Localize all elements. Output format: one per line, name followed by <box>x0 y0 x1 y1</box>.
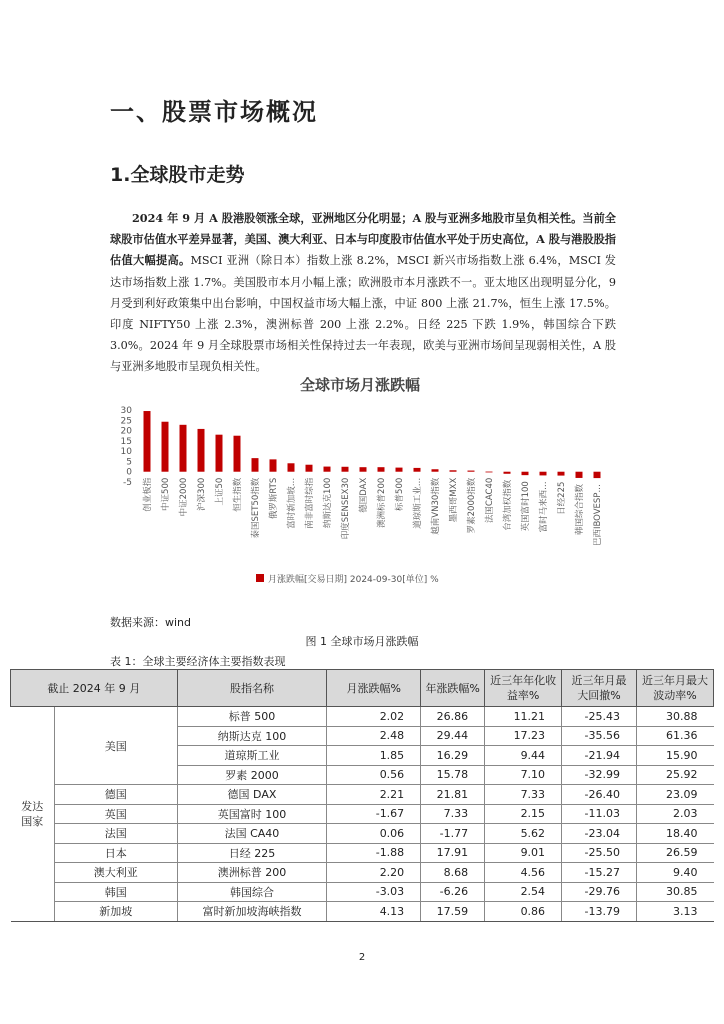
max-drawdown-cell: -13.79 <box>562 902 637 922</box>
paragraph-body: MSCI 亚洲（除日本）指数上涨 8.2%，MSCI 新兴市场指数上涨 6.4%，MSCI 发达市场指数上涨 1.7%。美国股市本月小幅上涨；欧洲股市本月涨跌不一。亚太地区出现明显分化，9 月受到利好政策集中出台影响，中国权益市场大幅上涨，中证 800 上涨 21.7%，恒生上涨 17.5%。印度 NIFTY50 上涨 2.3%，澳洲标普 200 上涨 2.2%。日经 225 下跌 1.9%，韩国综合下跌 3.0%。2024 年 9 月全球股票市场相关性保持过去一年表现，欧美与亚洲市场间呈现弱相关性，A 股与亚洲多地股市呈现负相关性。 <box>110 254 616 374</box>
table-row <box>11 707 714 727</box>
country-cell: 美国 <box>54 707 177 785</box>
data-source: 数据来源：wind <box>110 616 192 629</box>
monthly-change-cell: 0.06 <box>327 824 421 844</box>
max-drawdown-cell: -15.27 <box>562 863 637 883</box>
country-cell: 法国 <box>54 824 177 844</box>
x-tick-label: 沪深300 <box>197 477 207 511</box>
legend-swatch <box>256 574 264 582</box>
bar <box>504 472 511 474</box>
annualized-return-cell: 17.23 <box>485 726 562 746</box>
max-drawdown-cell: -26.40 <box>562 785 637 805</box>
bar <box>522 472 529 475</box>
bar <box>180 425 187 472</box>
yearly-change-cell: 26.86 <box>421 707 485 727</box>
figure-caption: 图 1 全球市场月涨跌幅 <box>305 635 419 648</box>
table-row <box>11 843 714 863</box>
paragraph-lead: 2024 年 9 月 A 股港股领涨全球，亚洲地区分化明显；A 股与亚洲多地股市呈负相关性。当前全球股市估值水平差异显著，美国、澳大利亚、日本与印度股市估值水平处于历史高位，A 股与港股股指估值大幅提高。 <box>110 211 616 268</box>
yearly-change-cell: 21.81 <box>421 785 485 805</box>
country-cell: 日本 <box>54 843 177 863</box>
x-tick-label: 富时新加坡… <box>287 477 297 529</box>
x-tick-label: 创业板指 <box>143 477 153 512</box>
max-drawdown-cell: -25.43 <box>562 707 637 727</box>
bar <box>162 422 169 472</box>
bar <box>558 472 565 476</box>
x-tick-label: 巴西IBOVESP… <box>593 484 603 547</box>
index-name-cell: 德国 DAX <box>177 785 327 805</box>
annualized-return-cell: 5.62 <box>485 824 562 844</box>
yearly-change-cell: 16.29 <box>421 746 485 766</box>
max-volatility-cell: 18.40 <box>637 824 714 844</box>
country-cell: 英国 <box>54 804 177 824</box>
index-name-cell: 富时新加坡海峡指数 <box>177 902 327 922</box>
index-name-cell: 日经 225 <box>177 843 327 863</box>
bar <box>324 467 331 472</box>
bar <box>216 435 223 472</box>
yearly-change-cell: 29.44 <box>421 726 485 746</box>
index-name-cell: 纳斯达克 100 <box>177 726 327 746</box>
x-tick-label: 中证500 <box>161 477 171 511</box>
annualized-return-cell: 2.54 <box>485 882 562 902</box>
x-tick-label: 韩国综合指数 <box>575 483 585 535</box>
monthly-change-cell: -1.67 <box>327 804 421 824</box>
bar <box>144 411 151 472</box>
max-drawdown-cell: -21.94 <box>562 746 637 766</box>
subsection-heading: 1.全球股市走势 <box>110 164 245 186</box>
monthly-change-cell: 0.56 <box>327 765 421 785</box>
y-tick-label: 10 <box>120 447 132 458</box>
annualized-return-cell: 2.15 <box>485 804 562 824</box>
bar <box>252 458 259 472</box>
annualized-return-cell: 0.86 <box>485 902 562 922</box>
max-volatility-cell: 9.40 <box>637 863 714 883</box>
yearly-change-cell: 17.91 <box>421 843 485 863</box>
x-tick-label: 台湾加权指数 <box>503 479 513 531</box>
x-tick-label: 英国富时100 <box>521 481 531 532</box>
x-tick-label: 墨西哥MXX <box>449 477 459 523</box>
bar <box>360 467 367 472</box>
bar <box>432 469 439 471</box>
bar <box>396 468 403 472</box>
index-name-cell: 英国富时 100 <box>177 804 327 824</box>
bar <box>342 467 349 472</box>
y-tick-label: 15 <box>120 436 132 447</box>
table-caption: 表 1：全球主要经济体主要指数表现 <box>110 655 286 668</box>
max-volatility-cell: 3.13 <box>637 902 714 922</box>
table-row <box>11 804 714 824</box>
x-tick-label: 标普500 <box>395 477 405 511</box>
monthly-change-cell: -1.88 <box>327 843 421 863</box>
monthly-change-cell: 4.13 <box>327 902 421 922</box>
index-name-cell: 标普 500 <box>177 707 327 727</box>
x-tick-label: 中证2000 <box>179 477 189 517</box>
bar <box>486 472 493 473</box>
index-name-cell: 法国 CA40 <box>177 824 327 844</box>
bar <box>576 472 583 478</box>
bar <box>540 472 547 476</box>
monthly-change-cell: 2.48 <box>327 726 421 746</box>
y-tick-label: 25 <box>120 416 132 427</box>
col-header-date: 截止 2024 年 9 月 <box>11 670 178 707</box>
group-label: 发达 国家 <box>11 707 55 922</box>
table-row <box>11 785 714 805</box>
max-drawdown-cell: -35.56 <box>562 726 637 746</box>
country-cell: 韩国 <box>54 882 177 902</box>
max-drawdown-cell: -25.50 <box>562 843 637 863</box>
y-tick-label: 5 <box>126 457 132 468</box>
col-header-yearly: 年涨跌幅% <box>421 670 485 707</box>
col-header-volatility: 近三年月最大波动率% <box>637 670 714 707</box>
x-tick-label: 印度SENSEX30 <box>341 477 351 540</box>
yearly-change-cell: 7.33 <box>421 804 485 824</box>
page-number: 2 <box>358 952 366 963</box>
col-header-index: 股指名称 <box>177 670 327 707</box>
bar <box>594 472 601 478</box>
annualized-return-cell: 9.01 <box>485 843 562 863</box>
col-header-drawdown: 近三年月最大回撤% <box>562 670 637 707</box>
col-header-monthly: 月涨跌幅% <box>327 670 421 707</box>
monthly-change-cell: 2.20 <box>327 863 421 883</box>
table-row <box>11 863 714 883</box>
bar <box>378 467 385 472</box>
x-tick-label: 道琼斯工业… <box>413 477 423 529</box>
bar <box>306 465 313 472</box>
x-tick-label: 富时马来西… <box>539 481 549 533</box>
body-paragraph <box>110 208 616 378</box>
max-volatility-cell: 2.03 <box>637 804 714 824</box>
bar <box>468 471 475 472</box>
x-tick-label: 泰国SET50指数 <box>251 477 261 539</box>
monthly-change-cell: 2.21 <box>327 785 421 805</box>
country-cell: 德国 <box>54 785 177 805</box>
bar <box>450 470 457 471</box>
max-drawdown-cell: -32.99 <box>562 765 637 785</box>
max-volatility-cell: 61.36 <box>637 726 714 746</box>
max-volatility-cell: 26.59 <box>637 843 714 863</box>
yearly-change-cell: 15.78 <box>421 765 485 785</box>
table-header-row <box>11 670 714 707</box>
annualized-return-cell: 7.33 <box>485 785 562 805</box>
x-tick-label: 俄罗斯RTS <box>269 477 279 520</box>
country-cell: 澳大利亚 <box>54 863 177 883</box>
index-performance-table <box>10 669 714 922</box>
table-row <box>11 882 714 902</box>
col-header-annualized: 近三年年化收益率% <box>485 670 562 707</box>
index-name-cell: 罗素 2000 <box>177 765 327 785</box>
yearly-change-cell: -6.26 <box>421 882 485 902</box>
annualized-return-cell: 4.56 <box>485 863 562 883</box>
x-tick-label: 恒生指数 <box>233 477 243 512</box>
x-tick-label: 日经225 <box>557 481 567 515</box>
monthly-change-chart <box>108 368 608 600</box>
max-drawdown-cell: -11.03 <box>562 804 637 824</box>
monthly-change-cell: 2.02 <box>327 707 421 727</box>
annualized-return-cell: 7.10 <box>485 765 562 785</box>
chart-title: 全球市场月涨跌幅 <box>299 376 421 394</box>
bar <box>198 429 205 472</box>
bar <box>270 459 277 471</box>
x-tick-label: 上证50 <box>215 477 225 506</box>
bar <box>234 436 241 472</box>
max-drawdown-cell: -23.04 <box>562 824 637 844</box>
monthly-change-cell: 1.85 <box>327 746 421 766</box>
x-tick-label: 越南VN30指数 <box>431 477 441 535</box>
index-name-cell: 澳洲标普 200 <box>177 863 327 883</box>
y-tick-label: -5 <box>123 478 132 488</box>
bar <box>288 463 295 471</box>
x-tick-label: 南非富时综指 <box>305 477 315 529</box>
max-volatility-cell: 25.92 <box>637 765 714 785</box>
bar <box>414 468 421 472</box>
table-row <box>11 824 714 844</box>
index-name-cell: 道琼斯工业 <box>177 746 327 766</box>
x-tick-label: 法国CAC40 <box>485 477 495 524</box>
x-tick-label: 纳斯达克100 <box>323 477 333 528</box>
x-tick-label: 澳洲标普200 <box>377 477 387 528</box>
country-cell: 新加坡 <box>54 902 177 922</box>
x-tick-label: 罗素2000指数 <box>467 477 477 534</box>
y-tick-label: 0 <box>126 467 132 478</box>
annualized-return-cell: 9.44 <box>485 746 562 766</box>
yearly-change-cell: 8.68 <box>421 863 485 883</box>
yearly-change-cell: -1.77 <box>421 824 485 844</box>
x-tick-label: 德国DAX <box>359 477 369 513</box>
max-drawdown-cell: -29.76 <box>562 882 637 902</box>
section-heading: 一、股票市场概况 <box>110 97 318 126</box>
annualized-return-cell: 11.21 <box>485 707 562 727</box>
index-name-cell: 韩国综合 <box>177 882 327 902</box>
monthly-change-cell: -3.03 <box>327 882 421 902</box>
max-volatility-cell: 15.90 <box>637 746 714 766</box>
y-tick-label: 30 <box>120 406 132 416</box>
yearly-change-cell: 17.59 <box>421 902 485 922</box>
max-volatility-cell: 30.85 <box>637 882 714 902</box>
y-tick-label: 20 <box>120 426 132 437</box>
max-volatility-cell: 30.88 <box>637 707 714 727</box>
table-row <box>11 902 714 922</box>
legend-label: 月涨跌幅[交易日期] 2024-09-30[单位] % <box>268 575 439 585</box>
max-volatility-cell: 23.09 <box>637 785 714 805</box>
